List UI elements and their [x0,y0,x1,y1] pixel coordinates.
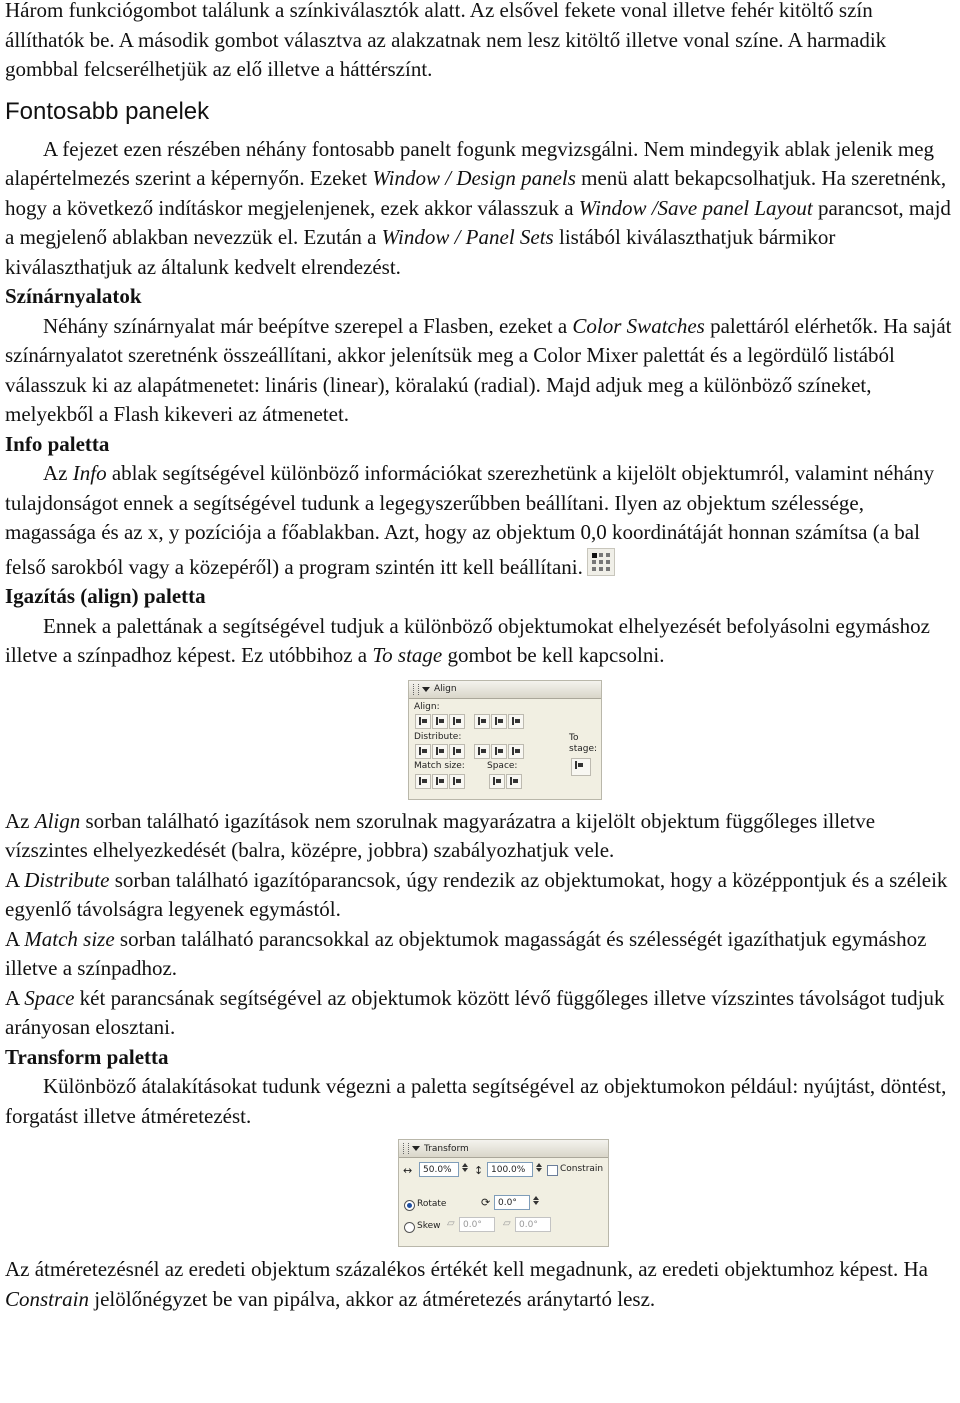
distribute-left-icon[interactable] [474,744,490,759]
skew-vertical-field[interactable]: 0.0° [515,1217,551,1232]
heading-align-palette: Igazítás (align) paletta [5,584,206,608]
width-percent-field[interactable]: 50.0% [419,1162,459,1177]
transform-panel-titlebar[interactable] [399,1140,608,1158]
transform-panel-title: Transform [424,1143,469,1154]
width-scale-icon: ↔ [403,1164,413,1177]
align-right-icon[interactable] [449,714,465,729]
align-panel-figure [5,680,957,802]
skew-vertical-icon: ▱ [503,1218,511,1229]
align-center-h-icon[interactable] [432,714,448,729]
p-swatches-run-0: Néhány színárnyalat már beépítve szerepel a Flasben, ezeket a [43,313,573,338]
match-height-icon[interactable] [432,774,448,789]
p-resize-run-2: jelölőnégyzet be van pipálva, akkor az átméretezés aránytartó lesz. [89,1286,656,1311]
align-panel-title: Align [434,684,457,694]
p-intro-run-0: Három funkciógombot találunk a színkiválasztók alatt. Az elsővel fekete vonal illetve fehér kitöltő szín állíthatók be. A második gombot választva az alakzatnak nem lesz kitöltő illetve vonal színe. A harmadik gombbal felcserélhetjük az elő illetve a háttérszínt. [5,0,887,81]
paragraph-info [5,459,957,582]
p-info-run-0: Az [43,461,73,485]
constrain-checkbox[interactable] [547,1165,558,1176]
p-space-row-run-2: két parancsának segítségével az objektumok között lévő függőleges illetve vízszintes távolságot tudjuk arányosan elosztani. [5,985,945,1039]
p-distribute-row-run-0: A [5,867,25,892]
distribute-center-h-icon[interactable] [491,744,507,759]
p-swatches-run-1: Color Swatches [572,313,705,338]
skew-label: Skew [417,1221,441,1231]
distribute-row-label: Distribute: [414,731,462,742]
height-percent-field[interactable]: 100.0% [487,1162,533,1177]
align-bottom-icon[interactable] [508,714,524,729]
p-match-row-run-0: A [5,926,25,951]
p-transform-run-0: Különböző átalakításokat tudunk végezni a paletta segítségével az objektumokon például: nyújtást, döntést, forgatást illetve átméretezést. [5,1074,947,1128]
p-panels-run-3: Window /Save panel Layout [578,195,813,220]
p-align-row-run-2: sorban található igazítások nem szorulnak magyarázatra a kijelölt objektum függőleges illetve vízszintes elhelyezkedését (balra, középre, jobbra) szabályozhatjuk vele. [5,808,876,862]
rotate-stepper-icon[interactable] [531,1195,541,1210]
p-distribute-row-run-2: sorban található igazítóparancsok, úgy rendezik az objektumokat, hogy a középpontjuk és a széleik egyenlő távolságra legyenek egymástól. [5,867,948,921]
collapse-arrow-icon[interactable] [412,1146,420,1151]
align-panel-titlebar[interactable] [409,681,601,699]
paragraph-info-text [5,461,934,579]
skew-horizontal-icon: ▱ [447,1218,455,1229]
heading-swatches: Színárnyalatok [5,284,142,308]
align-middle-v-icon[interactable] [491,714,507,729]
rotate-field[interactable]: 0.0° [494,1195,530,1210]
heading-important-panels: Fontosabb panelek [5,97,210,125]
space-vertical-icon[interactable] [489,774,505,789]
p-align-run-1: To stage [372,643,443,667]
paragraph-resize [5,1255,957,1314]
p-panels-run-1: Window / Design panels [372,166,576,190]
p-distribute-row-run-1: Distribute [24,867,110,892]
align-top-icon[interactable] [474,714,490,729]
paragraph-panels [5,135,957,283]
paragraph-space-row [5,984,957,1043]
p-resize-run-0: Az átméretezésnél az eredeti objektum százalékos értékét kell megadnunk, az eredeti objektumhoz képest. Ha [5,1257,928,1281]
rotate-label: Rotate [417,1199,447,1209]
collapse-arrow-icon[interactable] [422,687,430,692]
heading-info-palette: Info paletta [5,431,110,456]
skew-radio[interactable] [404,1222,415,1233]
align-row-label: Align: [414,701,440,712]
grip-icon[interactable] [413,684,419,695]
grip-icon[interactable] [403,1143,409,1154]
to-stage-label-line1: To [569,732,579,743]
p-info-run-2: ablak segítségével különböző információkat szerezhetünk a kijelölt objektumról, valamint néhány tulajdonságot ennek a segítségével tudunk a legegyszerűbben beállítani. Ilyen az objektum szélessége, magassága és az x, y pozíciója a főablakban. Azt, hogy az objektum 0,0 koordinátáját honnan számítsa (a bal felső sarokból vagy a közepéről) a program szintén itt kell beállítani. [5,461,935,579]
p-panels-run-6: listából kiválaszthatjuk bármikor kiválaszthatjuk az általunk kedvelt elrendezést. [5,225,836,279]
p-match-row-run-2: sorban található parancsokkal az objektumok magasságát és szélességét igazíthatjuk egymáshoz illetve a színpadhoz. [5,926,927,980]
to-stage-button[interactable] [571,758,591,776]
height-stepper-icon[interactable] [534,1162,544,1177]
p-panels-run-4: parancsot, majd a megjelenő ablakban nevezzük el. Ezután a [5,195,951,249]
p-align-run-0: Ennek a palettának a segítségével tudjuk a különböző objektumokat elhelyezését befolyásolni egymáshoz illetve a színpadhoz képest. Ez utóbbihoz a [5,613,930,667]
p-resize-run-1: Constrain [5,1286,90,1311]
rotate-radio[interactable] [404,1200,415,1211]
match-width-height-icon[interactable] [449,774,465,789]
paragraph-intro [5,0,957,85]
distribute-bottom-icon[interactable] [449,744,465,759]
p-info-run-1: Info [72,461,107,485]
p-panels-run-2: menü alatt bekapcsolhatjuk. Ha szeretnénk, hogy a következő indításkor megjelenjenek, ezek akkor válasszuk a [5,166,947,220]
distribute-center-v-icon[interactable] [432,744,448,759]
to-stage-label-line2: stage: [569,743,598,754]
paragraph-swatches [5,312,957,430]
document-page [5,0,957,1314]
transform-panel-figure [5,1139,957,1251]
p-align-run-2: gombot be kell kapcsolni. [442,643,665,667]
p-align-row-run-1: Align [34,808,81,833]
align-left-icon[interactable] [415,714,431,729]
transform-panel [398,1139,609,1247]
distribute-right-icon[interactable] [508,744,524,759]
heading-transform-palette: Transform paletta [5,1044,169,1069]
height-scale-icon: ↕ [474,1164,484,1177]
align-panel [408,680,602,800]
match-size-row-label: Match size: [414,760,465,771]
p-swatches-run-2: palettáról elérhetők. Ha saját színárnyalatot szeretnénk összeállítani, akkor jelenítsük meg a Color Mixer palettát és a legördülő listából válasszuk ki az alapátmenetet: lináris (linear), köralakú (radial). Majd adjuk meg a különböző színeket, melyekből a Flash kikeveri az átmenetet. [5,313,952,426]
space-horizontal-icon[interactable] [506,774,522,789]
p-space-row-run-0: A [5,985,25,1010]
constrain-label: Constrain [560,1164,604,1174]
p-align-row-run-0: Az [5,808,35,833]
match-width-icon[interactable] [415,774,431,789]
paragraph-align-row [5,807,957,866]
p-panels-run-0: A fejezet ezen részében néhány fontosabb panelt fogunk megvizsgálni. Nem mindegyik ablak jelenik meg alapértelmezés szerint a képernyőn. Ezeket [5,136,935,190]
p-panels-run-5: Window / Panel Sets [381,225,554,249]
distribute-top-icon[interactable] [415,744,431,759]
paragraph-match-size-row [5,925,957,984]
rotate-icon: ⟳ [481,1196,491,1209]
paragraph-align [5,612,957,671]
skew-horizontal-field[interactable]: 0.0° [459,1217,495,1232]
p-space-row-run-1: Space [24,985,75,1010]
p-match-row-run-1: Match size [24,926,115,951]
paragraph-transform [5,1072,957,1131]
registration-point-grid-icon [587,548,615,576]
space-row-label: Space: [487,760,518,771]
width-stepper-icon[interactable] [460,1162,470,1177]
paragraph-distribute-row [5,866,957,925]
